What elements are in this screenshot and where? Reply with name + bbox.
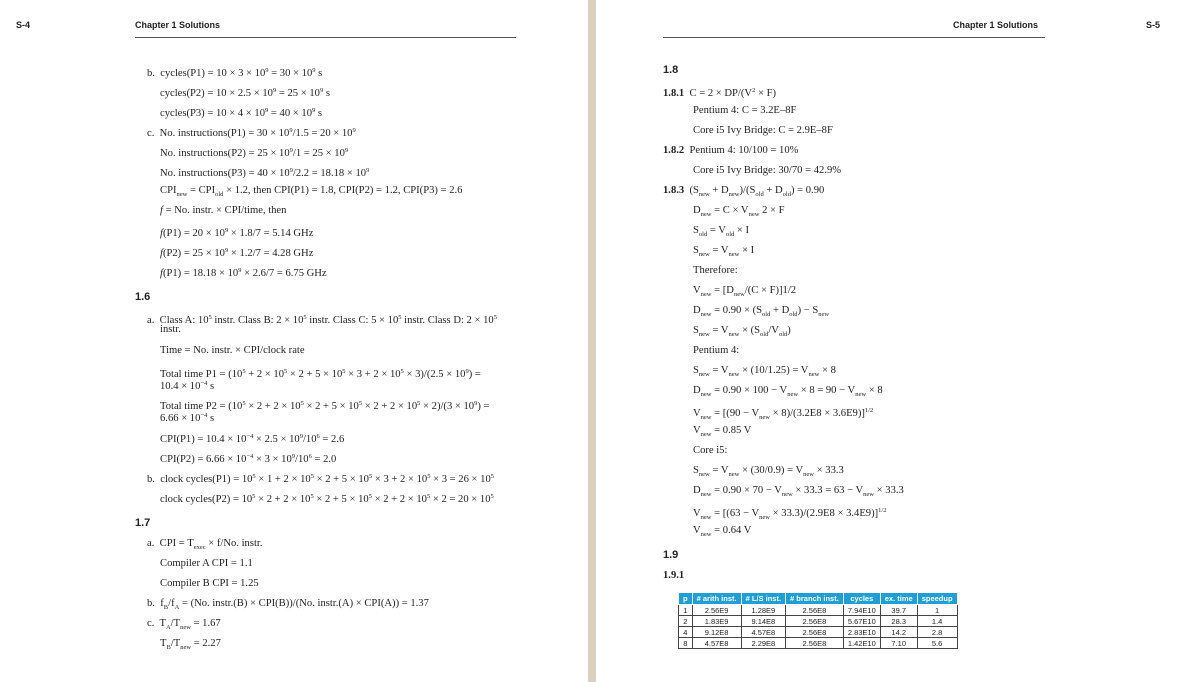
line-c-instructions-p1: c. No. instructions(P1) = $30 \times 10^9/1.5 = 20 \times 10^9$ — [147, 127, 356, 139]
section-1-7-heading: 1.7 — [135, 517, 151, 529]
table-cell: 9.12E8 — [692, 627, 741, 638]
line-1-8-2: 1.8.2 Pentium 4: 10/100 = 10% — [663, 145, 799, 156]
table-header-cell: ex. time — [880, 593, 917, 605]
line-vnew-formula: $V_{new} = [D_{new}/(C \times F)]1/2$ — [693, 285, 797, 298]
table-row — [679, 605, 958, 616]
table-cell: 28.3 — [880, 616, 917, 627]
table-cell: 7.94E10 — [843, 605, 880, 616]
line-1-8-3: 1.8.3 $(S_{new} + D_{new})/(S_{old} + D_{old}) = 0.90$ — [663, 185, 825, 198]
table-header-cell: speedup — [917, 593, 957, 605]
line-f-p2: $f(P2) = 25 \times 10^9 \times 1.2/7 = 4.28$ GHz — [160, 247, 314, 259]
line-total-time-p2: Total time $P2 = (10^5 \times 2 + 2 \times 10^5 \times 2 + 5 \times 10^5 \times 2 + 2 \times 10^5 \times 2)/(3 \times 10^9)$ = — [160, 400, 490, 412]
table-cell: 2.83E10 — [843, 627, 880, 638]
right-page-number: S-5 — [1146, 20, 1161, 30]
line-total-time-p1: Total time $P1 = (10^5 + 2 \times 10^5 \times 2 + 5 \times 10^5 \times 3 + 2 \times 10^5 \times 3)/(2.5 \times 10^9)$ = — [160, 368, 481, 380]
left-page — [0, 0, 588, 682]
table-cell: 1.4 — [917, 616, 957, 627]
table-cell: 4 — [679, 627, 693, 638]
line-cpi-new: $CPI_{new} = CPI_{old} \times 1.2$, then CPI(P1) = 1.8, CPI(P2) = 1.2, CPI(P3) = 2.6 — [160, 185, 463, 198]
line-corei5-snew: $S_{new} = V_{new} \times (30/0.9) = V_{new} \times 33.3$ — [693, 465, 844, 478]
table-header-cell: p — [679, 593, 693, 605]
line-f-p3: $f(P1) = 18.18 \times 10^9 \times 2.6/7 = 6.75$ GHz — [160, 267, 327, 279]
left-header-rule — [135, 37, 516, 38]
line-pentium4-label: Pentium 4: — [693, 345, 740, 356]
line-1-8-1: 1.8.1 $C = 2 \times DP/(V^2 \times F)$ — [663, 87, 777, 99]
line-clock-cycles-p2: clock cycles(P2) = $10^5 \times 2 + 2 \times 10^5 \times 2 + 5 \times 10^5 \times 2 + 2 \times 10^5 \times 2 = 20 \times 10^5$ — [160, 493, 494, 505]
table-cell: 1 — [679, 605, 693, 616]
table-cell: 2.56E9 — [692, 605, 741, 616]
line-pentium4-dnew: $D_{new} = 0.90 \times 100 - V_{new} \times 8 = 90 - V_{new} \times 8$ — [693, 385, 883, 398]
line-tb-tnew: $T_B/T_{new} = 2.27$ — [160, 638, 221, 651]
table-header-cell: # L/S inst. — [741, 593, 785, 605]
section-1-8-heading: 1.8 — [663, 64, 679, 76]
line-f-p1: $f(P1) = 20 \times 10^9 \times 1.8/7 = 5.14$ GHz — [160, 227, 314, 239]
line-sold: $S_{old} = V_{old} \times I$ — [693, 225, 750, 238]
table-cell: 2 — [679, 616, 693, 627]
left-page-number: S-4 — [16, 20, 31, 30]
line-instructions-p3: No. instructions(P3) = $40 \times 10^9/2.2 = 18.18 \times 10^9$ — [160, 167, 370, 179]
line-corei5-percent: Core i5 Ivy Bridge: 30/70 = 42.9% — [693, 165, 842, 176]
line-a-classes: a. Class A: $10^5$ instr. Class B: $2 \times 10^5$ instr. Class C: $5 \times 10^5$ instr. Class D: $2 \times 10^5$ — [147, 314, 497, 326]
table-cell: 2.56E8 — [786, 638, 844, 649]
table-cell: 1.83E9 — [692, 616, 741, 627]
table-cell: 5.67E10 — [843, 616, 880, 627]
line-corei5-dnew: $D_{new} = 0.90 \times 70 - V_{new} \times 33.3 = 63 - V_{new} \times 33.3$ — [693, 485, 904, 498]
line-a-cpi-texec: a. CPI = $T_{exec} \times f/No$. instr. — [147, 538, 263, 551]
table-cell: 9.14E8 — [741, 616, 785, 627]
line-pentium4-snew: $S_{new} = V_{new} \times (10/1.25) = V_{new} \times 8$ — [693, 365, 836, 378]
line-b-clock-cycles-p1: b. clock cycles(P1) = $10^5 \times 1 + 2 \times 10^5 \times 2 + 5 \times 10^5 \times 3 + 2 \times 10^5 \times 3 = 26 \times 10^5$ — [147, 473, 495, 485]
line-pentium4-vnew-eq: $V_{new} = [(90 - V_{new} \times 8)/(3.2E8 \times 3.6E9)]^{1/2}$ — [693, 407, 874, 421]
line-a-classes-cont: instr. — [160, 324, 181, 335]
table-cell: 4.57E8 — [741, 627, 785, 638]
line-total-time-p2-result: $6.66 \times 10^{-4}$ s — [160, 412, 215, 424]
line-cpi-p2: $CPI(P2) = 6.66 \times 10^{-4} \times 3 \times 10^9/10^6 = 2.0$ — [160, 453, 337, 465]
line-therefore: Therefore: — [693, 265, 738, 276]
line-cycles-p3: cycles(P3) = $10 \times 4 \times 10^9 = 40 \times 10^9$ s — [160, 107, 323, 119]
line-time-formula: Time = No. instr. × CPI/clock rate — [160, 345, 305, 356]
line-compiler-b-cpi: Compiler B CPI = 1.25 — [160, 578, 259, 589]
line-corei5-label: Core i5: — [693, 445, 728, 456]
table-row — [679, 616, 958, 627]
line-pentium4-vnew-result: $V_{new} = 0.85$ V — [693, 425, 752, 438]
table-header-cell: # arith inst. — [692, 593, 741, 605]
table-cell: 8 — [679, 638, 693, 649]
right-chapter-header: Chapter 1 Solutions — [953, 20, 1039, 30]
line-pentium4-c: Pentium 4: C = 3.2E–8F — [693, 105, 797, 116]
table-cell: 1.28E9 — [741, 605, 785, 616]
table-header-row — [679, 593, 958, 605]
table-header-cell: cycles — [843, 593, 880, 605]
table-cell: 2.56E8 — [786, 616, 844, 627]
section-1-9-heading: 1.9 — [663, 549, 679, 561]
section-1-6-heading: 1.6 — [135, 291, 151, 303]
right-header-rule — [663, 37, 1045, 38]
line-c-ta-tnew: c. $T_A/T_{new} = 1.67$ — [147, 618, 221, 631]
table-cell: 1 — [917, 605, 957, 616]
left-chapter-header: Chapter 1 Solutions — [135, 20, 221, 30]
line-b-frequency-ratio: b. $f_B/f_A = (No$. instr.(B) × CPI(B))/(No. instr.(A) × CPI(A)) = 1.37 — [147, 598, 429, 611]
table-cell: 5.6 — [917, 638, 957, 649]
results-table — [678, 592, 958, 649]
table-header-cell: # branch inst. — [786, 593, 844, 605]
line-corei5-vnew-result: $V_{new} = 0.64$ V — [693, 525, 752, 538]
line-corei5-c: Core i5 Ivy Bridge: C = 2.9E–8F — [693, 125, 833, 136]
line-dnew: $D_{new} = C \times V_{new}$ 2 × F — [693, 205, 785, 218]
table-cell: 39.7 — [880, 605, 917, 616]
line-cpi-p1: $CPI(P1) = 10.4 \times 10^{-4} \times 2.5 \times 10^9/10^6 = 2.6$ — [160, 433, 345, 445]
table-row — [679, 627, 958, 638]
line-b-cycles-p1: b. cycles(P1) = $10 \times 3 \times 10^9 = 30 \times 10^9$ s — [147, 67, 323, 79]
table-cell: 2.8 — [917, 627, 957, 638]
line-f-formula: f = No. instr. × CPI/time, then — [160, 205, 287, 216]
table-cell: 14.2 — [880, 627, 917, 638]
line-corei5-vnew-eq: $V_{new} = [(63 - V_{new} \times 33.3)/(2.9E8 \times 3.4E9)]^{1/2}$ — [693, 507, 887, 521]
table-cell: 4.57E8 — [692, 638, 741, 649]
table-cell: 2.29E8 — [741, 638, 785, 649]
line-1-9-1: 1.9.1 — [663, 570, 685, 581]
line-total-time-p1-result: $10.4 \times 10^{-4}$ s — [160, 380, 215, 392]
table-row — [679, 638, 958, 649]
table-cell: 7.10 — [880, 638, 917, 649]
line-dnew-formula: $D_{new} = 0.90 \times (S_{old} + D_{old}) - S_{new}$ — [693, 305, 830, 318]
line-snew: $S_{new} = V_{new} \times I$ — [693, 245, 755, 258]
page-spine — [588, 0, 596, 682]
line-instructions-p2: No. instructions(P2) = $25 \times 10^9/1 = 25 \times 10^9$ — [160, 147, 349, 159]
line-cycles-p2: cycles(P2) = $10 \times 2.5 \times 10^9 = 25 \times 10^9$ s — [160, 87, 330, 99]
table-cell: 1.42E10 — [843, 638, 880, 649]
table-cell: 2.56E8 — [786, 605, 844, 616]
line-compiler-a-cpi: Compiler A CPI = 1.1 — [160, 558, 253, 569]
line-snew-formula: $S_{new} = V_{new} \times (S_{old}/V_{old})$ — [693, 325, 791, 338]
table-cell: 2.56E8 — [786, 627, 844, 638]
